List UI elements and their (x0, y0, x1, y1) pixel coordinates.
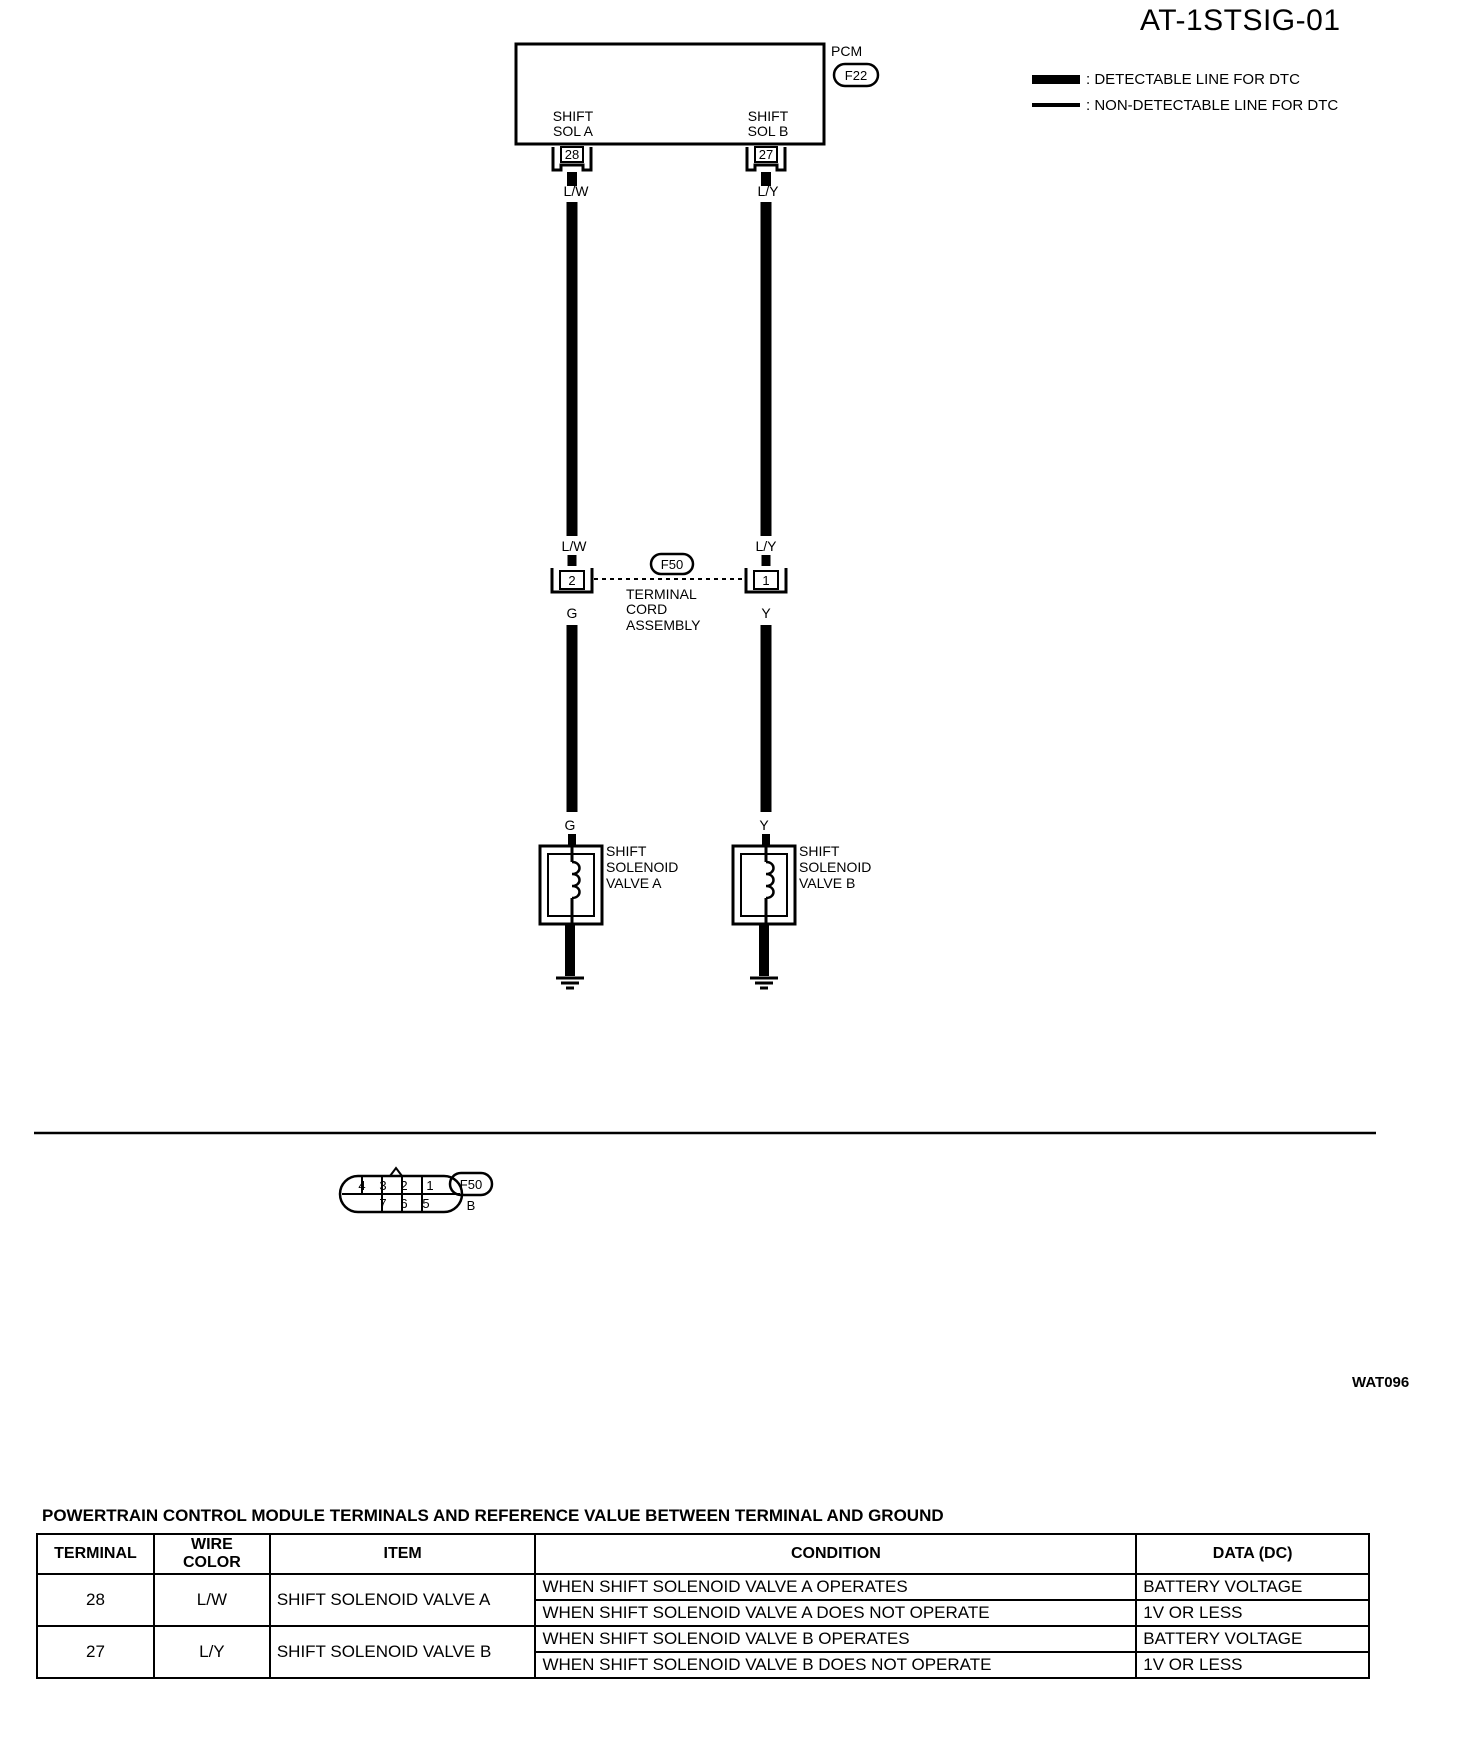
table-row (37, 1574, 1369, 1600)
table-title: POWERTRAIN CONTROL MODULE TERMINALS AND REFERENCE VALUE BETWEEN TERMINAL AND GROUND (42, 1506, 944, 1525)
cell-item: SHIFT SOLENOID VALVE B (270, 1626, 536, 1678)
terminal-cord-label-3: ASSEMBLY (626, 617, 701, 633)
svg-text:28: 28 (564, 147, 580, 162)
cell-terminal: 27 (37, 1626, 154, 1678)
header-data: DATA (DC) (1136, 1534, 1369, 1574)
pin-7: 7 (379, 1196, 387, 1211)
pcm-label: PCM (831, 43, 863, 59)
terminal-cord-connector-label: F50 (660, 557, 684, 572)
header-condition: CONDITION (535, 1534, 1136, 1574)
connector-view-sub-label: B (466, 1198, 476, 1213)
solenoid-a-label-2: SOLENOID (606, 859, 679, 875)
cell-data: 1V OR LESS (1136, 1652, 1369, 1678)
pcm-terminal-28 (553, 147, 591, 170)
cell-terminal: 28 (37, 1574, 154, 1626)
terminal-cord-pin-2 (552, 568, 592, 592)
cell-wire-color: L/Y (154, 1626, 270, 1678)
wire-color-y-mid: Y (761, 605, 771, 621)
pin-6: 6 (400, 1196, 408, 1211)
terminal-cord-pin-1 (746, 568, 786, 592)
connector-view-label: F50 (459, 1177, 483, 1192)
legend-label-detectable: : DETECTABLE LINE FOR DTC (1086, 70, 1300, 88)
table-header-row (37, 1534, 1369, 1574)
reference-table (36, 1533, 1370, 1679)
pcm-terminal-b-label-2: SOL B (747, 123, 789, 139)
pin-3: 3 (379, 1178, 387, 1193)
pin-5: 5 (422, 1196, 430, 1211)
wire-color-lw-top: L/W (563, 183, 589, 199)
diagram-id: AT-1STSIG-01 (1140, 4, 1341, 37)
pcm-connector-label: F22 (844, 68, 868, 83)
svg-text:1: 1 (762, 573, 770, 588)
wire-color-ly-mid: L/Y (755, 538, 777, 554)
cell-item: SHIFT SOLENOID VALVE A (270, 1574, 536, 1626)
solenoid-a-label-1: SHIFT (606, 843, 647, 859)
cell-data: 1V OR LESS (1136, 1600, 1369, 1626)
header-wire-color: WIRE COLOR (154, 1534, 270, 1574)
table-row (37, 1626, 1369, 1652)
header-terminal: TERMINAL (37, 1534, 154, 1574)
cell-data: BATTERY VOLTAGE (1136, 1574, 1369, 1600)
cell-data: BATTERY VOLTAGE (1136, 1626, 1369, 1652)
pin-1: 1 (426, 1178, 434, 1193)
svg-text:2: 2 (568, 573, 576, 588)
wire-color-g-mid: G (566, 605, 578, 621)
pcm-terminal-27 (747, 147, 785, 170)
solenoid-a-label-3: VALVE A (606, 875, 662, 891)
wire-color-ly-top: L/Y (757, 183, 779, 199)
solenoid-b-label-1: SHIFT (799, 843, 840, 859)
cell-condition: WHEN SHIFT SOLENOID VALVE A DOES NOT OPERATE (535, 1600, 1136, 1626)
wire-color-g-bottom: G (564, 817, 576, 833)
svg-text:27: 27 (758, 147, 774, 162)
solenoid-b-label-3: VALVE B (799, 875, 856, 891)
pin-4: 4 (358, 1178, 366, 1193)
cell-condition: WHEN SHIFT SOLENOID VALVE B DOES NOT OPERATE (535, 1652, 1136, 1678)
pcm-terminal-a-label-2: SOL A (553, 123, 593, 139)
wire-color-y-bottom: Y (759, 817, 769, 833)
cell-condition: WHEN SHIFT SOLENOID VALVE A OPERATES (535, 1574, 1136, 1600)
solenoid-b-label-2: SOLENOID (799, 859, 872, 875)
figure-code: WAT096 (1352, 1374, 1410, 1391)
ground-icon (556, 924, 584, 988)
pcm-terminal-a-label-1: SHIFT (552, 108, 594, 124)
ground-icon (750, 924, 778, 988)
pcm-terminal-b-label-1: SHIFT (747, 108, 789, 124)
cell-wire-color: L/W (154, 1574, 270, 1626)
pin-2: 2 (400, 1178, 408, 1193)
terminal-cord-label-2: CORD (626, 601, 668, 617)
cell-condition: WHEN SHIFT SOLENOID VALVE B OPERATES (535, 1626, 1136, 1652)
wire-color-lw-mid: L/W (561, 538, 587, 554)
legend-label-non-detectable: : NON-DETECTABLE LINE FOR DTC (1086, 96, 1339, 114)
coil-icon (766, 862, 774, 898)
header-item: ITEM (270, 1534, 536, 1574)
coil-icon (572, 862, 580, 898)
terminal-cord-label-1: TERMINAL (626, 586, 697, 602)
connector-face-f50 (340, 1168, 462, 1212)
shift-solenoid-valve-b (733, 846, 795, 924)
shift-solenoid-valve-a (540, 846, 602, 924)
